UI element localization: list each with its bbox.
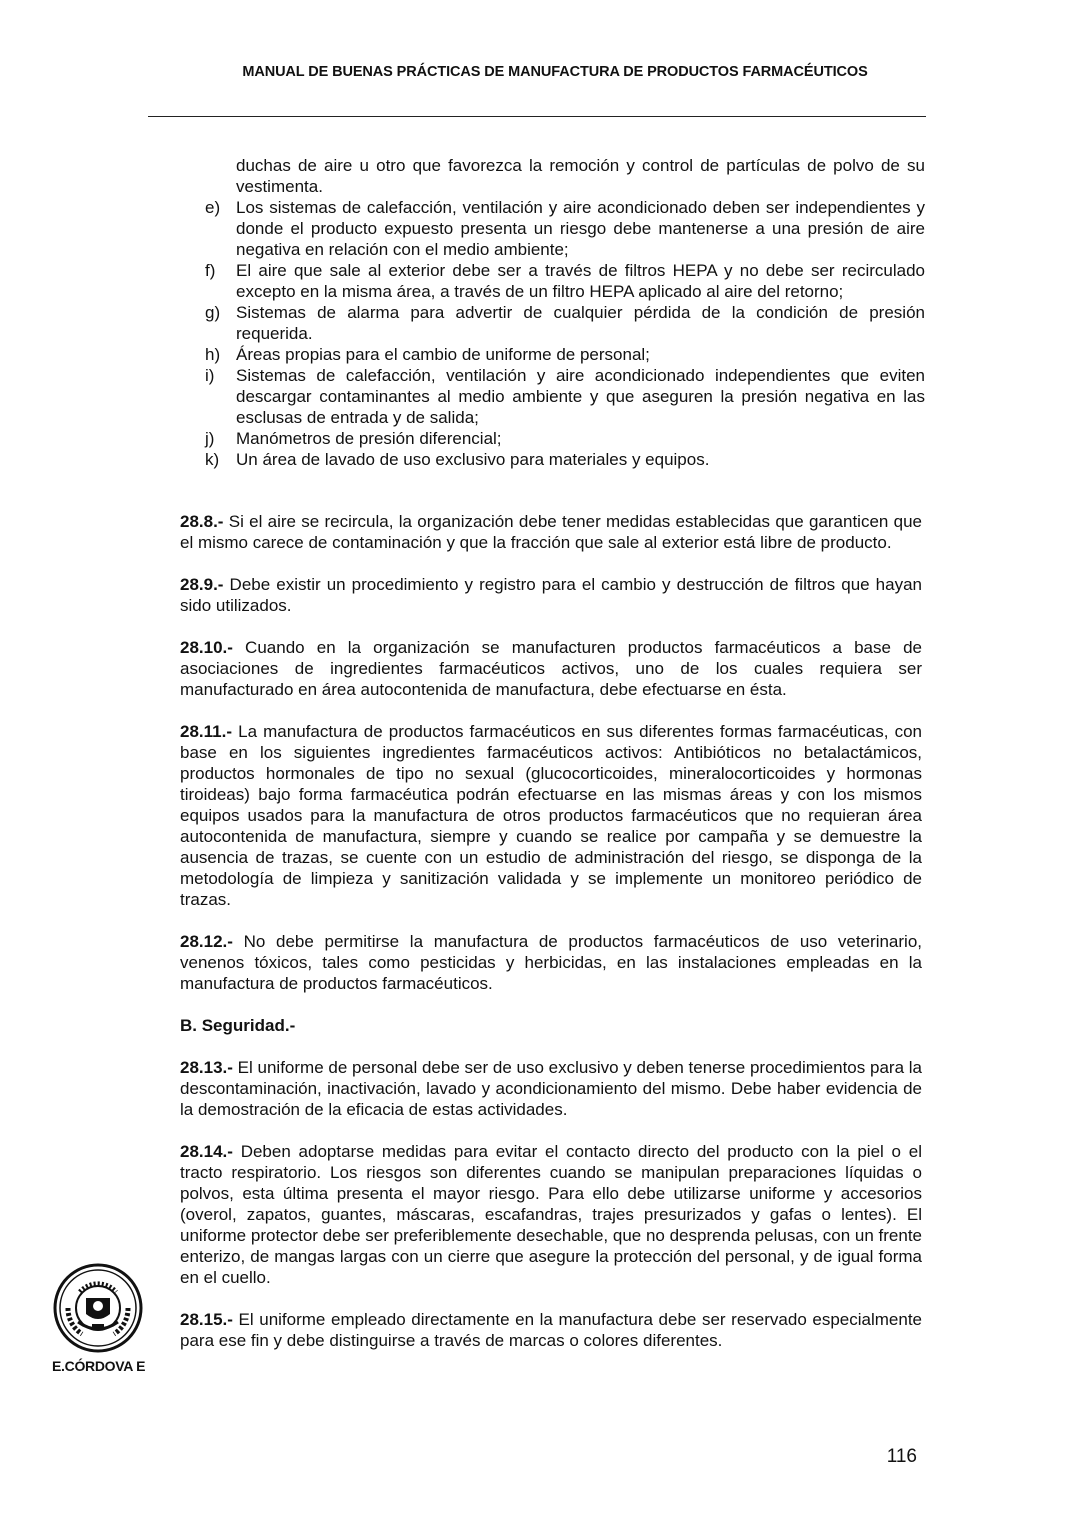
- header-rule: [148, 116, 926, 117]
- requirements-list: [205, 155, 925, 470]
- paragraph-number: 28.13.-: [180, 1058, 233, 1077]
- list-item: [205, 428, 925, 449]
- paragraph-text: Deben adoptarse medidas para evitar el contacto directo del producto con la piel o el tracto respiratorio. Los riesgos son diferentes cuando se manipulan preparaciones líquidas o polvos, esta última presenta el mayor riesgo. Para ello debe utilizarse uniforme y accesorios (overol, zapatos, guantes, máscaras, escafandras, trajes presurizados y gafas o lentes). El uniforme protector debe ser preferiblemente desechable, que no desprenda pelusas, con un frente enterizo, de mangas largas con un cierre que asegure la protección del personal, y de igual forma en el cuello.: [180, 1142, 922, 1287]
- paragraph-text: No debe permitirse la manufactura de productos farmacéuticos de uso veterinario, venenos tóxicos, tales como pesticidas y herbicidas, en las instalaciones empleadas en la manufactura de productos farmacéuticos.: [180, 932, 922, 993]
- page-header-title: MANUAL DE BUENAS PRÁCTICAS DE MANUFACTURA DE PRODUCTOS FARMACÉUTICOS: [242, 64, 868, 80]
- list-item-label: f): [205, 261, 216, 280]
- paragraph-text: Cuando en la organización se manufacturen productos farmacéuticos a base de asociaciones de ingredientes farmacéuticos activos, uno de los cuales requiera ser manufacturado en área autocontenida de manufactura, debe efectuarse en ésta.: [180, 638, 922, 699]
- paragraph-number: 28.12.-: [180, 932, 233, 951]
- list-item-label: i): [205, 366, 215, 385]
- paragraph-number: 28.8.-: [180, 512, 224, 531]
- paragraph-28-15: [180, 1309, 922, 1351]
- list-item-text: Sistemas de calefacción, ventilación y aire acondicionado independientes que eviten descargar contaminantes al medio ambiente y que aseguren la presión negativa en las esclusas de entrada y de salida;: [236, 366, 925, 427]
- paragraph-text: El uniforme de personal debe ser de uso exclusivo y deben tenerse procedimientos para la descontaminación, inactivación, lavado y acondicionamiento del mismo. Debe haber evidencia de la demostración de la eficacia de estas actividades.: [180, 1058, 922, 1119]
- list-item: [205, 302, 925, 344]
- list-item-text: Los sistemas de calefacción, ventilación y aire acondicionado deben ser independientes y donde el producto expuesto presenta un riesgo debe mantenerse a una presión de aire negativa en relación con el medio ambiente;: [236, 198, 925, 259]
- list-continuation: duchas de aire u otro que favorezca la remoción y control de partículas de polvo de su vestimenta.: [236, 156, 925, 196]
- paragraph-28-9: [180, 574, 922, 616]
- paragraph-text: Si el aire se recircula, la organización debe tener medidas establecidas que garanticen que el mismo carece de contaminación y que la fracción que sale al exterior está libre de producto.: [180, 512, 922, 552]
- list-item-text: Manómetros de presión diferencial;: [236, 429, 502, 448]
- paragraph-number: 28.14.-: [180, 1142, 233, 1161]
- list-item: [205, 260, 925, 302]
- list-item-label: e): [205, 198, 221, 217]
- list-item-text: Áreas propias para el cambio de uniforme de personal;: [236, 345, 650, 364]
- paragraph-number: 28.15.-: [180, 1310, 233, 1329]
- paragraph-28-13: [180, 1057, 922, 1120]
- official-seal-icon: [52, 1262, 144, 1354]
- list-item-label: k): [205, 450, 220, 469]
- document-body: [180, 511, 922, 1372]
- paragraph-text: La manufactura de productos farmacéuticos en sus diferentes formas farmacéuticas, con base en los siguientes ingredientes farmacéuticos activos: Antibióticos no betalactámicos, productos hormonales de tipo no sexual (glucocorticoides, mineralocorticoides y hormonas tiroideas) bajo forma farmacéutica podrán efectuarse en las mismas áreas y con los mismos equipos usados para la manufactura de otros productos farmacéuticos que no requieran área autocontenida de manufactura, siempre y cuando se realice por campaña y se demuestre la ausencia de trazas, se cuente con un estudio de administración del riesgo, se disponga de la metodología de limpieza y sanitización validada y se implemente un monitoreo periódico de trazas.: [180, 722, 922, 909]
- list-item: [205, 365, 925, 428]
- list-item: [205, 197, 925, 260]
- paragraph-28-11: [180, 721, 922, 910]
- paragraph-28-8: [180, 511, 922, 553]
- list-item-text: Sistemas de alarma para advertir de cualquier pérdida de la condición de presión requerida.: [236, 303, 925, 343]
- list-item-label: j): [205, 429, 215, 448]
- list-item-label: h): [205, 345, 221, 364]
- page-number: 116: [886, 1446, 917, 1467]
- paragraph-number: 28.11.-: [180, 722, 232, 741]
- paragraph-number: 28.9.-: [180, 575, 224, 594]
- list-item-text: Un área de lavado de uso exclusivo para materiales y equipos.: [236, 450, 710, 469]
- list-item-text: El aire que sale al exterior debe ser a través de filtros HEPA y no debe ser recirculado excepto en la misma área, a través de un filtro HEPA aplicado al aire del retorno;: [236, 261, 925, 301]
- section-heading-seguridad: B. Seguridad.-: [180, 1016, 296, 1035]
- paragraph-28-12: [180, 931, 922, 994]
- list-item-label: g): [205, 303, 221, 322]
- list-item: [205, 449, 925, 470]
- paragraph-28-10: [180, 637, 922, 700]
- official-seal: [52, 1262, 144, 1388]
- paragraph-text: Debe existir un procedimiento y registro para el cambio y destrucción de filtros que hayan sido utilizados.: [180, 575, 922, 615]
- seal-signature-name: E.CÓRDOVA E: [52, 1358, 146, 1374]
- paragraph-28-14: [180, 1141, 922, 1288]
- paragraph-text: El uniforme empleado directamente en la manufactura debe ser reservado especialmente para ese fin y debe distinguirse a través de marcas o colores diferentes.: [180, 1310, 922, 1350]
- list-item: [205, 344, 925, 365]
- paragraph-number: 28.10.-: [180, 638, 233, 657]
